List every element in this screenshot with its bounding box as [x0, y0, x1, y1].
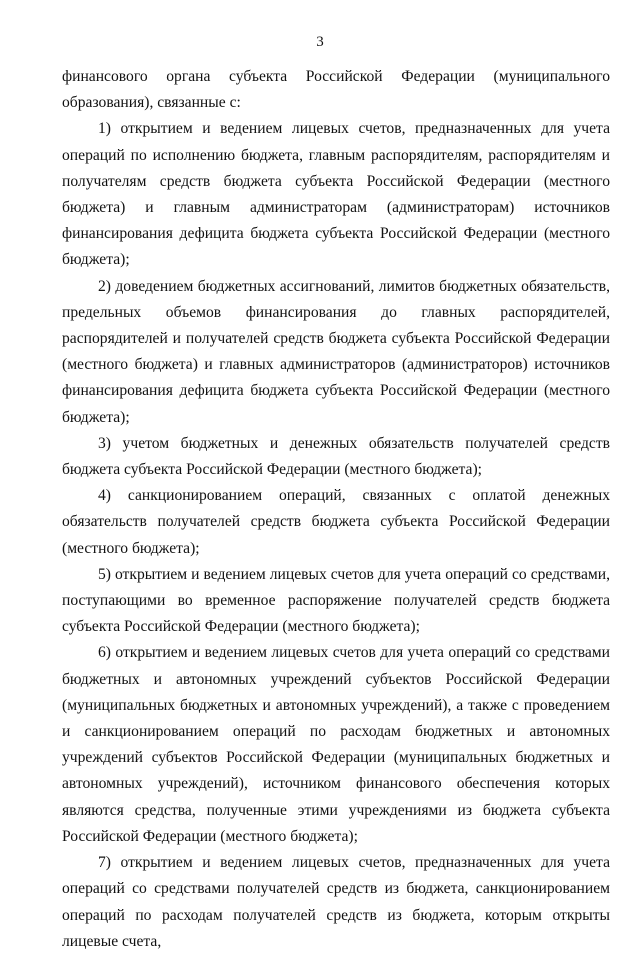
paragraph-item-7: 7) открытием и ведением лицевых счетов, предназначенных для учета операций со средствами получателей средств из бюджета, санкционированием операций по расходам получателей средств из бюджета, которым открыты лицевые счета,: [62, 854, 610, 950]
paragraph-item-2: 2) доведением бюджетных ассигнований, лимитов бюджетных обязательств, предельных объемов финансирования до главных распорядителей, распорядителей и получателей средств бюджета субъекта Российской Федерации (местного бюджета) и главных администраторов (администраторов) источников финансирования дефицита бюджета субъекта Российской Федерации (местного бюджета);: [62, 277, 610, 426]
paragraph-item-3: 3) учетом бюджетных и денежных обязательств получателей средств бюджета субъекта Российской Федерации (местного бюджета);: [62, 434, 610, 479]
paragraph-intro: финансового органа субъекта Российской Федерации (муниципального образования), связанные с:: [62, 68, 610, 112]
paragraph-item-5: 5) открытием и ведением лицевых счетов для учета операций со средствами, поступающими во временное распоряжение получателей средств бюджета субъекта Российской Федерации (местного бюджета);: [62, 565, 610, 636]
document-body: [62, 64, 610, 955]
page-number: 3: [316, 34, 324, 50]
paragraph-item-6: 6) открытием и ведением лицевых счетов для учета операций со средствами бюджетных и автономных учреждений субъектов Российской Федерации (муниципальных бюджетных и автономных учреждений), а также с проведением и санкционированием операций по расходам бюджетных и автономных учреждений субъектов Российской Федерации (муниципальных бюджетных и автономных учреждений), источником финансового обеспечения которых являются средства, полученные этими учреждениями из бюджета субъекта Российской Федерации (местного бюджета);: [62, 644, 610, 845]
paragraph-item-4: 4) санкционированием операций, связанных с оплатой денежных обязательств получателей средств бюджета субъекта Российской Федерации (местного бюджета);: [62, 487, 610, 557]
paragraph-item-1: 1) открытием и ведением лицевых счетов, предназначенных для учета операций по исполнению бюджета, главным распорядителям, распорядителям и получателям средств бюджета субъекта Российской Федерации (местного бюджета) и главным администраторам (администраторам) источников финансирования дефицита бюджета субъекта Российской Федерации (местного бюджета);: [62, 120, 610, 269]
